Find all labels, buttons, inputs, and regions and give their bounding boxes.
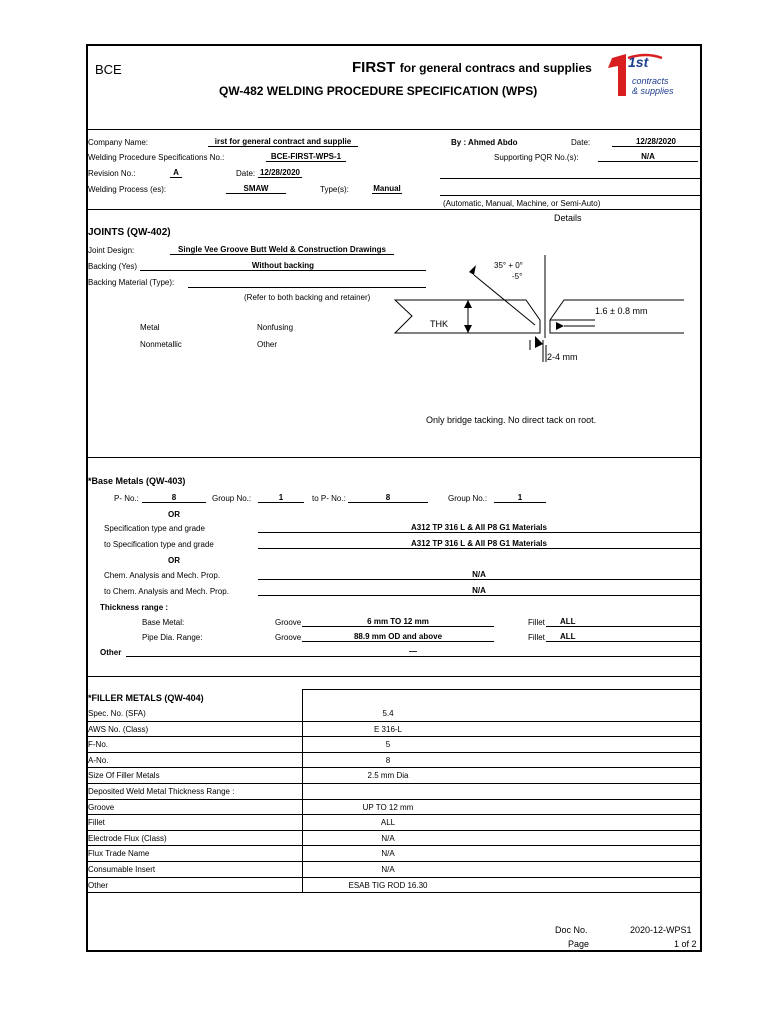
company-logo bbox=[600, 52, 684, 100]
filler-row-label: Other bbox=[88, 881, 109, 890]
table-row-line bbox=[88, 861, 700, 862]
divider bbox=[86, 676, 702, 677]
root-face-dimension: 1.6 ± 0.8 mm bbox=[595, 306, 648, 316]
brand-rest: for general contracs and supplies bbox=[399, 61, 592, 75]
group-no-label: Group No.: bbox=[212, 494, 252, 503]
filler-row-value: UP TO 12 mm bbox=[362, 803, 414, 812]
pqr-value: N/A bbox=[598, 152, 698, 162]
group-no-value: 1 bbox=[258, 493, 304, 503]
groove-label: Groove bbox=[275, 618, 302, 627]
divider bbox=[86, 457, 702, 458]
doc-title: QW-482 WELDING PROCEDURE SPECIFICATION (WPS) bbox=[219, 84, 538, 98]
table-row-line bbox=[88, 721, 700, 722]
brand-name bbox=[352, 59, 592, 77]
filler-row-value: E 316-L bbox=[373, 725, 403, 734]
prepared-by: By : Ahmed Abdo bbox=[451, 138, 518, 147]
filler-row-value: 5.4 bbox=[382, 709, 394, 718]
filler-metals-title: *FILLER METALS (QW-404) bbox=[88, 693, 204, 703]
filler-row-value: ALL bbox=[380, 818, 396, 827]
table-row-line bbox=[88, 892, 700, 893]
filler-row-value: 2.5 mm Dia bbox=[367, 771, 409, 780]
divider bbox=[86, 209, 702, 210]
filler-row-value: N/A bbox=[381, 834, 395, 843]
table-top-line bbox=[302, 689, 700, 690]
logo-line1: contracts bbox=[632, 76, 669, 86]
filler-row-value: 5 bbox=[385, 740, 391, 749]
base-fillet-value: ALL bbox=[546, 617, 700, 627]
type-label: Type(s): bbox=[320, 185, 349, 194]
to-chem-analysis-value: N/A bbox=[258, 586, 700, 596]
groove2-label: Groove bbox=[275, 633, 302, 642]
backing-value: Without backing bbox=[140, 261, 426, 271]
divider bbox=[86, 129, 702, 130]
table-divider bbox=[302, 689, 303, 893]
or-label: OR bbox=[168, 556, 180, 565]
thickness-range-label: Thickness range : bbox=[100, 603, 169, 612]
filler-row-value: ESAB TIG ROD 16.30 bbox=[348, 881, 428, 890]
brand-strong: FIRST bbox=[352, 59, 396, 76]
revision-date-label: Date: bbox=[236, 169, 256, 178]
group-no2-value: 1 bbox=[494, 493, 546, 503]
group-no2-label: Group No.: bbox=[448, 494, 488, 503]
date-value: 12/28/2020 bbox=[612, 137, 700, 147]
table-row-line bbox=[88, 799, 700, 800]
company-short: BCE bbox=[95, 62, 122, 77]
tacking-note: Only bridge tacking. No direct tack on root. bbox=[426, 415, 597, 425]
fillet-label: Fillet bbox=[528, 618, 545, 627]
other-label: Other bbox=[257, 340, 278, 349]
filler-row-label: Size Of Filler Metals bbox=[88, 771, 160, 780]
bevel-tolerance: -5° bbox=[512, 272, 523, 281]
other-base-value: — bbox=[126, 647, 700, 657]
table-row-line bbox=[88, 752, 700, 753]
pipe-groove-value: 88.9 mm OD and above bbox=[302, 632, 494, 642]
joint-design-label: Joint Design: bbox=[88, 246, 135, 255]
spec-type-value: A312 TP 316 L & All P8 G1 Materials bbox=[258, 523, 700, 533]
filler-row-value: N/A bbox=[381, 865, 395, 874]
date-label: Date: bbox=[571, 138, 591, 147]
process-value: SMAW bbox=[226, 184, 286, 194]
chem-analysis-value: N/A bbox=[258, 570, 700, 580]
filler-row-label: Electrode Flux (Class) bbox=[88, 834, 167, 843]
backing-material-label: Backing Material (Type): bbox=[88, 278, 175, 287]
joint-design-value: Single Vee Groove Butt Weld & Construction Drawings bbox=[170, 245, 394, 255]
table-row-line bbox=[88, 830, 700, 831]
pqr-extra-line bbox=[440, 178, 700, 179]
base-metal-label: Base Metal: bbox=[142, 618, 185, 627]
metal-label: Metal bbox=[140, 323, 160, 332]
type-value: Manual bbox=[373, 184, 401, 193]
filler-row-value: N/A bbox=[381, 849, 395, 858]
fillet2-label: Fillet bbox=[528, 633, 545, 642]
nonmetallic-label: Nonmetallic bbox=[140, 340, 182, 349]
logo-line2: & supplies bbox=[632, 86, 674, 96]
filler-row-label: Deposited Weld Metal Thickness Range : bbox=[88, 787, 235, 796]
process-label: Welding Process (es): bbox=[88, 185, 167, 194]
to-spec-type-value: A312 TP 316 L & All P8 G1 Materials bbox=[258, 539, 700, 549]
filler-row-value: 8 bbox=[385, 756, 391, 765]
filler-row-label: F-No. bbox=[88, 740, 108, 749]
wps-no-label: Welding Procedure Specifications No.: bbox=[88, 153, 225, 162]
filler-row-label: Consumable Insert bbox=[88, 865, 156, 874]
revision-date-value: 12/28/2020 bbox=[259, 168, 301, 177]
table-row-line bbox=[88, 783, 700, 784]
p-no-value: 8 bbox=[142, 493, 206, 503]
table-row-line bbox=[88, 877, 700, 878]
page-value: 1 of 2 bbox=[674, 939, 697, 949]
base-metals-title: *Base Metals (QW-403) bbox=[88, 476, 186, 486]
revision-value: A bbox=[170, 168, 182, 178]
to-chem-analysis-label: to Chem. Analysis and Mech. Prop. bbox=[104, 587, 229, 596]
root-gap-dimension: 2-4 mm bbox=[547, 352, 578, 362]
pqr-label: Supporting PQR No.(s): bbox=[494, 153, 579, 162]
page-label: Page bbox=[568, 939, 590, 949]
revision-label: Revision No.: bbox=[88, 169, 136, 178]
table-row-line bbox=[88, 736, 700, 737]
logo-mark: 1st bbox=[628, 54, 649, 70]
company-name-value: irst for general contract and supplie bbox=[208, 137, 358, 147]
filler-row-label: Groove bbox=[88, 803, 115, 812]
auto-note: (Automatic, Manual, Machine, or Semi-Auto) bbox=[443, 199, 601, 208]
to-p-no-value: 8 bbox=[348, 493, 428, 503]
table-row-line bbox=[88, 814, 700, 815]
filler-row-label: Flux Trade Name bbox=[88, 849, 150, 858]
to-spec-type-label: to Specification type and grade bbox=[104, 540, 214, 549]
company-name-label: Company Name: bbox=[88, 138, 149, 147]
joints-title: JOINTS (QW-402) bbox=[88, 227, 171, 238]
doc-no-label: Doc No. bbox=[555, 925, 588, 935]
refer-note: (Refer to both backing and retainer) bbox=[244, 293, 371, 302]
filler-row-label: A-No. bbox=[88, 756, 109, 765]
chem-analysis-label: Chem. Analysis and Mech. Prop. bbox=[104, 571, 221, 580]
bevel-angle: 35° + 0° bbox=[494, 261, 523, 270]
filler-row-label: AWS No. (Class) bbox=[88, 725, 149, 734]
pipe-fillet-value: ALL bbox=[546, 632, 700, 642]
nonfusing-label: Nonfusing bbox=[257, 323, 294, 332]
thickness-label: THK bbox=[430, 319, 448, 329]
details-label: Details bbox=[554, 213, 582, 223]
other-base-label: Other bbox=[100, 648, 122, 657]
pipe-dia-label: Pipe Dia. Range: bbox=[142, 633, 203, 642]
filler-row-label: Fillet bbox=[88, 818, 105, 827]
wps-no-value: BCE-FIRST-WPS-1 bbox=[266, 152, 346, 162]
base-groove-value: 6 mm TO 12 mm bbox=[302, 617, 494, 627]
filler-row-label: Spec. No. (SFA) bbox=[88, 709, 146, 718]
spec-type-label: Specification type and grade bbox=[104, 524, 205, 533]
table-row-line bbox=[88, 845, 700, 846]
doc-no-value: 2020-12-WPS1 bbox=[630, 925, 692, 935]
backing-yes-label: Backing (Yes) bbox=[88, 262, 138, 271]
table-row-line bbox=[88, 767, 700, 768]
to-p-no-label: to P- No.: bbox=[312, 494, 346, 503]
type-extra-line bbox=[440, 195, 700, 196]
or-label: OR bbox=[168, 510, 180, 519]
p-no-label: P- No.: bbox=[114, 494, 139, 503]
